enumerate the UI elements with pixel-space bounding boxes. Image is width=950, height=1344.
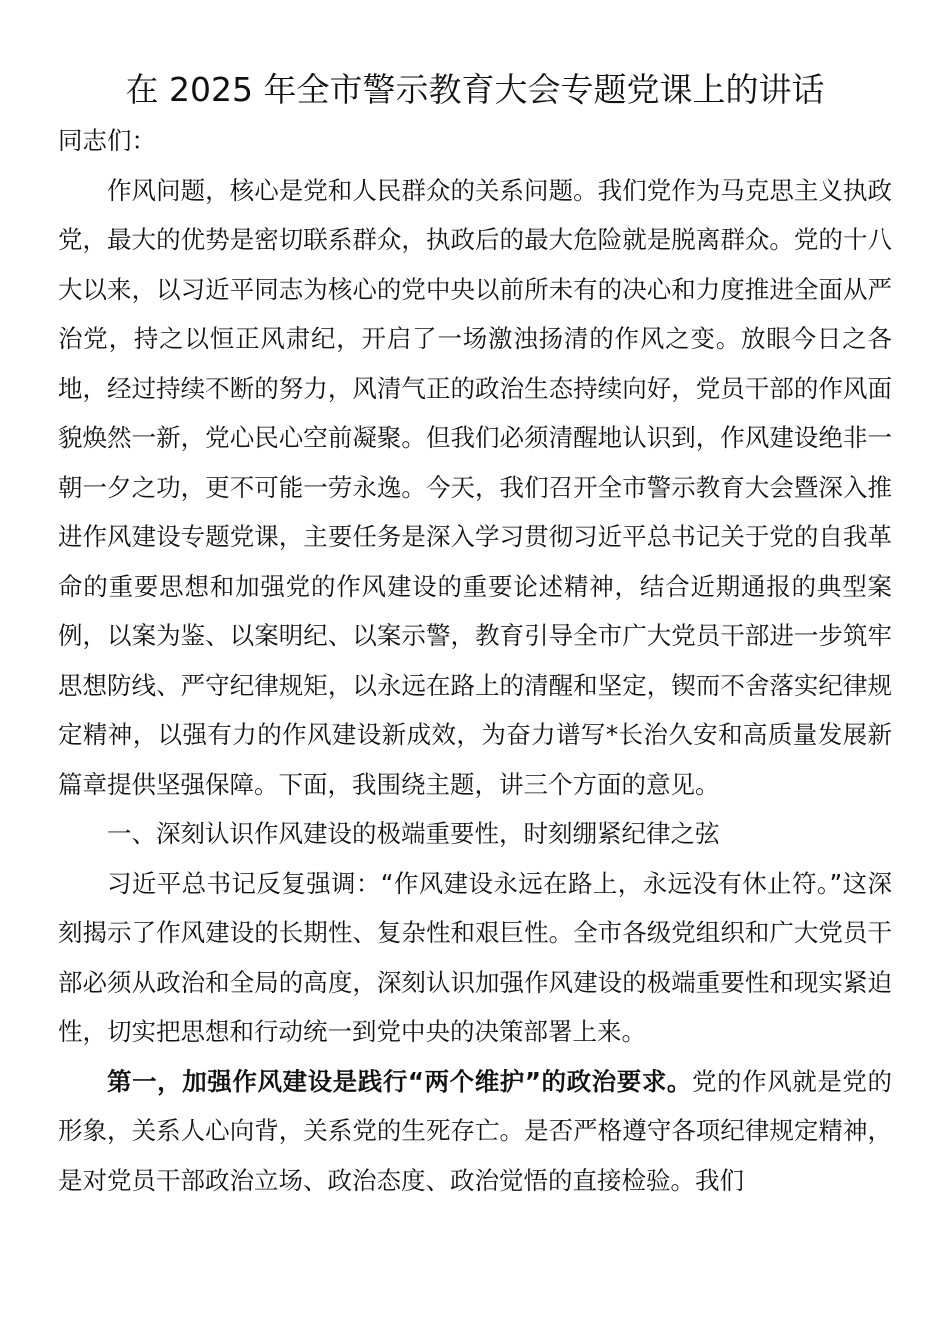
- section-heading-1: 一、深刻认识作风建设的极端重要性，时刻绷紧纪律之弦: [107, 819, 720, 848]
- point-1-lead: 第一，加强作风建设是践行“两个维护”的政治要求。: [107, 1066, 692, 1096]
- salutation: 同志们：: [58, 126, 156, 155]
- point-1-paragraph: [58, 1057, 892, 1206]
- document-title: 在 2025 年全市警示教育大会专题党课上的讲话: [125, 70, 825, 109]
- document-body: [58, 116, 892, 1205]
- intro-paragraph: 作风问题，核心是党和人民群众的关系问题。我们党作为马克思主义执政党，最大的优势是密切联系群众，执政后的最大危险就是脱离群众。党的十八大以来，以习近平同志为核心的党中央以前所未有的决心和力度推进全面从严治党，持之以恒正风肃纪，开启了一场激浊扬清的作风之变。放眼今日之各地，经过持续不断的努力，风清气正的政治生态持续向好，党员干部的作风面貌焕然一新，党心民心空前凝聚。但我们必须清醒地认识到，作风建设绝非一朝一夕之功，更不可能一劳永逸。今天，我们召开全市警示教育大会暨深入推进作风建设专题党课，主要任务是深入学习贯彻习近平总书记关于党的自我革命的重要思想和加强党的作风建设的重要论述精神，结合近期通报的典型案例，以案为鉴、以案明纪、以案示警，教育引导全市广大党员干部进一步筑牢思想防线、严守纪律规矩，以永远在路上的清醒和坚定，锲而不舍落实纪律规定精神，以强有力的作风建设新成效，为奋力谱写*长治久安和高质量发展新篇章提供坚强保障。下面，我围绕主题，讲三个方面的意见。: [58, 175, 892, 799]
- point-1-text: 党的作风就是党的形象，关系人心向背，关系党的生死存亡。是否严格遵守各项纪律规定精神，是对党员干部政治立场、政治态度、政治觉悟的直接检验。我们: [58, 1066, 893, 1195]
- section-1-paragraph: 习近平总书记反复强调：“作风建设永远在路上，永远没有休止符。”这深刻揭示了作风建设的长期性、复杂性和艰巨性。全市各级党组织和广大党员干部必须从政治和全局的高度，深刻认识加强作风建设的极端重要性和现实紧迫性，切实把思想和行动统一到党中央的决策部署上来。: [58, 868, 892, 1046]
